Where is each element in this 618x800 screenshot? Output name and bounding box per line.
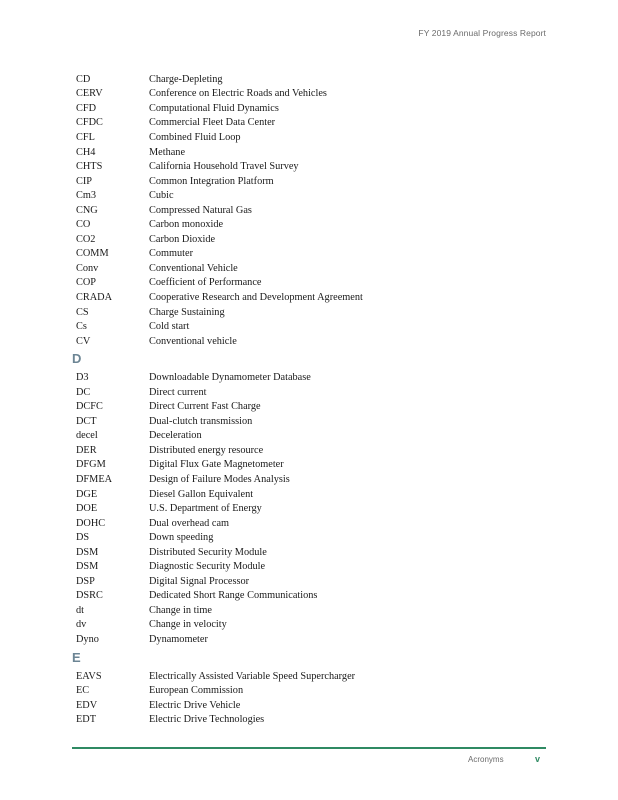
acronym-list	[72, 72, 556, 727]
acronym-term: CIP	[76, 175, 93, 187]
acronym-term: COMM	[76, 248, 109, 260]
acronym-definition: Distributed Security Module	[149, 546, 267, 558]
acronym-term: CFL	[76, 131, 95, 143]
acronym-term: DFMEA	[76, 473, 113, 485]
acronym-term: CO2	[76, 233, 96, 245]
acronym-term: CD	[76, 73, 91, 85]
acronym-term: COP	[76, 277, 97, 289]
acronym-term: Conv	[76, 262, 99, 274]
acronym-row	[76, 247, 556, 262]
acronym-definition: Direct Current Fast Charge	[149, 401, 261, 413]
acronym-definition: Common Integration Platform	[149, 175, 274, 187]
acronym-row	[76, 669, 556, 684]
acronym-row	[76, 261, 556, 276]
acronym-definition: Diesel Gallon Equivalent	[149, 488, 254, 500]
acronym-row	[76, 72, 556, 87]
acronym-definition: Conventional vehicle	[149, 335, 237, 347]
acronym-row	[76, 472, 556, 487]
acronym-term: DCFC	[76, 401, 103, 413]
acronym-definition: Electrically Assisted Variable Speed Supercharger	[149, 670, 356, 682]
acronym-term: Cm3	[76, 190, 97, 202]
acronym-row	[76, 101, 556, 116]
acronym-definition: Downloadable Dynamometer Database	[149, 372, 311, 384]
acronym-term: DSM	[76, 546, 99, 558]
acronym-row	[76, 385, 556, 400]
acronym-row	[76, 305, 556, 320]
acronym-row	[76, 530, 556, 545]
acronym-term: DSRC	[76, 590, 103, 602]
acronym-definition: Direct current	[149, 386, 207, 398]
acronym-term: EC	[76, 685, 90, 697]
footer-section-label: Acronyms	[468, 755, 504, 764]
acronym-term: CV	[76, 335, 91, 347]
acronym-term: CERV	[76, 88, 103, 100]
acronym-definition: Computational Fluid Dynamics	[149, 102, 279, 114]
acronym-row	[76, 458, 556, 473]
acronym-definition: Change in time	[149, 604, 212, 616]
acronym-row	[76, 174, 556, 189]
acronym-row	[76, 188, 556, 203]
acronym-row	[76, 712, 556, 727]
acronym-term: D3	[76, 372, 89, 384]
acronym-term: DS	[76, 532, 90, 544]
acronym-definition: Commuter	[149, 248, 194, 260]
acronym-term: Dyno	[76, 634, 99, 645]
acronym-row	[76, 487, 556, 502]
acronym-row	[76, 589, 556, 604]
acronym-row	[76, 145, 556, 160]
acronym-definition: Electric Drive Technologies	[149, 714, 265, 726]
acronym-definition: Charge-Depleting	[149, 73, 223, 85]
acronym-definition: Conference on Electric Roads and Vehicles	[149, 88, 327, 100]
acronym-row	[76, 290, 556, 305]
acronym-term: CS	[76, 306, 89, 318]
acronym-row	[76, 516, 556, 531]
acronym-term: EDT	[76, 714, 97, 726]
acronym-row	[76, 159, 556, 174]
acronym-definition: Commercial Fleet Data Center	[149, 117, 276, 129]
acronym-definition: European Commission	[149, 685, 244, 697]
acronym-row	[76, 560, 556, 575]
running-header: FY 2019 Annual Progress Report	[418, 28, 546, 38]
acronym-row	[76, 414, 556, 429]
acronym-definition: Electric Drive Vehicle	[149, 699, 241, 711]
acronym-term: dv	[76, 619, 87, 631]
acronym-definition: Dedicated Short Range Communications	[149, 590, 318, 602]
acronym-term: DOE	[76, 503, 98, 515]
acronym-row	[76, 116, 556, 131]
acronym-term: CFD	[76, 102, 97, 114]
acronym-term: CH4	[76, 146, 96, 158]
acronym-definition: Conventional Vehicle	[149, 262, 238, 274]
acronym-row	[76, 618, 556, 633]
acronym-definition: U.S. Department of Energy	[149, 503, 262, 515]
acronym-definition: Design of Failure Modes Analysis	[149, 473, 290, 485]
acronym-row	[76, 545, 556, 560]
acronym-term: CFDC	[76, 117, 103, 129]
acronym-term: DC	[76, 386, 91, 398]
acronym-row	[76, 443, 556, 458]
acronym-term: Cs	[76, 321, 87, 333]
acronym-definition: Distributed energy resource	[149, 444, 264, 456]
acronym-row	[76, 399, 556, 414]
acronym-definition: California Household Travel Survey	[149, 161, 299, 173]
acronym-row	[76, 203, 556, 218]
acronym-definition: Cold start	[149, 321, 190, 333]
acronym-row	[76, 370, 556, 385]
acronym-definition: Carbon monoxide	[149, 219, 224, 231]
acronym-term: DCT	[76, 415, 97, 427]
acronym-definition: Down speeding	[149, 532, 214, 544]
page-number: v	[535, 754, 541, 764]
acronym-term: dt	[76, 604, 85, 616]
acronym-definition: Methane	[149, 146, 186, 158]
acronym-definition: Dynamometer	[149, 634, 208, 645]
acronym-definition: Charge Sustaining	[149, 306, 225, 318]
acronym-row	[76, 574, 556, 589]
section-letter-heading: D	[72, 351, 82, 367]
acronym-row	[76, 232, 556, 247]
acronym-definition: Cubic	[149, 190, 174, 202]
acronym-row	[76, 217, 556, 232]
acronym-term: CNG	[76, 204, 98, 216]
acronym-row	[76, 429, 556, 444]
acronym-term: CRADA	[76, 291, 113, 303]
footer-divider	[72, 747, 546, 749]
acronym-row	[76, 698, 556, 713]
section-letter-heading: E	[72, 649, 81, 665]
acronym-row	[76, 276, 556, 291]
acronym-definition: Compressed Natural Gas	[149, 204, 252, 216]
acronym-definition: Diagnostic Security Module	[149, 561, 266, 573]
acronym-term: DOHC	[76, 517, 106, 529]
acronym-term: decel	[76, 430, 98, 442]
acronym-row	[76, 87, 556, 102]
acronym-term: DSP	[76, 575, 95, 587]
acronym-term: DER	[76, 444, 97, 456]
acronym-definition: Cooperative Research and Development Agreement	[149, 291, 363, 303]
acronym-term: EDV	[76, 699, 98, 711]
acronym-term: DFGM	[76, 459, 106, 471]
acronym-term: CHTS	[76, 161, 103, 173]
acronym-term: EAVS	[76, 670, 102, 682]
acronym-definition: Dual-clutch transmission	[149, 415, 253, 427]
acronym-term: CO	[76, 219, 91, 231]
acronym-term: DGE	[76, 488, 98, 500]
acronym-definition: Digital Signal Processor	[149, 575, 250, 587]
acronym-row	[76, 501, 556, 516]
acronym-definition: Digital Flux Gate Magnetometer	[149, 459, 284, 471]
acronym-row	[76, 603, 556, 618]
acronym-definition: Dual overhead cam	[149, 517, 230, 529]
acronym-row	[76, 319, 556, 334]
acronym-row	[76, 130, 556, 145]
acronym-definition: Coefficient of Performance	[149, 277, 262, 289]
acronym-row	[76, 683, 556, 698]
acronym-row	[76, 632, 556, 647]
acronym-term: DSM	[76, 561, 99, 573]
acronym-definition: Combined Fluid Loop	[149, 131, 241, 143]
acronym-definition: Change in velocity	[149, 619, 227, 631]
acronym-definition: Deceleration	[149, 430, 202, 442]
acronym-definition: Carbon Dioxide	[149, 233, 216, 245]
acronym-row	[76, 334, 556, 349]
